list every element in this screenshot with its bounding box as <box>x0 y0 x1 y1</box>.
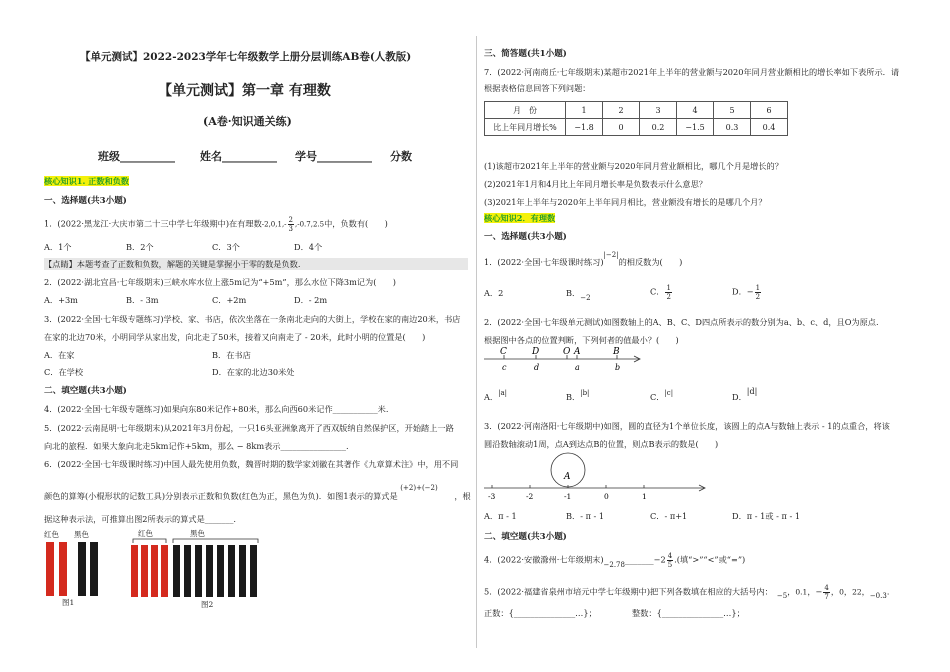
axis-value-a: a <box>575 363 580 372</box>
fig1-black-label: 黑色 <box>74 530 89 539</box>
table-row <box>485 119 788 136</box>
table-header-cell: 1 <box>566 102 603 119</box>
main-title: 【单元测试】第一章 有理数 <box>158 83 331 99</box>
right-q1-text-end: 的相反数为( ) <box>618 257 683 267</box>
fig1-black-rod-1 <box>78 542 86 596</box>
right-q5-integer[interactable]: 整数：{_______________…}； <box>632 608 745 618</box>
fig2-red-rod-4 <box>161 545 168 597</box>
q5-fraction <box>823 584 829 601</box>
left-q3-option-b[interactable]: B．在书店 <box>212 350 251 360</box>
table-header-cell: 5 <box>714 102 751 119</box>
frac-num: 2 <box>288 216 294 224</box>
left-q6-line2-text: 颜色的算筹(小棍形状的记数工具)分别表示正数和负数(红色为正，黑色为负)．如图1表示的算式是 <box>44 491 398 501</box>
left-q6-formula: (+2)+(−2) <box>400 484 438 492</box>
table-cell: 0.3 <box>714 119 751 136</box>
fig1-rods <box>44 540 104 598</box>
opt-sign: − <box>746 286 754 297</box>
frac-den: 3 <box>288 225 294 233</box>
left-fill-section: 二、填空题(共3小题) <box>44 386 127 396</box>
table-cell: 0.2 <box>640 119 677 136</box>
frac-num: 1 <box>755 284 761 292</box>
fig1-red-rod-2 <box>59 542 67 596</box>
left-q2-option-a[interactable]: A．+3m <box>44 295 78 305</box>
right-q4 <box>484 552 745 569</box>
right-choice-section: 一、选择题(共3小题) <box>484 232 567 242</box>
right-q4-right-sign: −2 <box>653 554 666 565</box>
opt-label: A． <box>484 392 499 402</box>
fig1-red-label: 红色 <box>44 530 59 539</box>
frac-den: 2 <box>755 293 761 301</box>
right-q2-line2: 根据图中各点的位置判断，下列何者的值最小？( ) <box>484 335 679 345</box>
left-q2: 2．(2022·湖北宜昌·七年级期末)三峡水库水位上涨5m记为“+5m”，那么水位下降3m记为( ) <box>44 277 396 287</box>
right-q1-option-a[interactable] <box>484 288 503 299</box>
frac-num: 4 <box>667 552 673 560</box>
tick-label: -2 <box>526 492 534 501</box>
opt-label: B． <box>566 288 581 298</box>
kp2-highlight: 核心知识2．有理数 <box>484 213 556 223</box>
left-q1-numbers: -2,0,1,- <box>261 220 287 229</box>
opt-fraction <box>755 284 761 301</box>
left-column <box>30 0 470 672</box>
left-q6-line2 <box>44 484 471 503</box>
right-q3-line2: 圆沿数轴滚动1周，点A到达点B的位置，则点B表示的数是( ) <box>484 439 719 449</box>
opt-label: D． <box>732 392 747 402</box>
right-q7-sub1: (1)该超市2021年上半年的营业额与2020年同月营业额相比，哪几个月是增长的？ <box>484 161 783 171</box>
left-q5-line2: 向北的旅程．如果大象向北走5km记作+5km，那么 − 8km表示________________. <box>44 441 349 451</box>
left-q5-line1: 5．(2022·云南昆明·七年级期末)从2021年3月份起，一只16头亚洲象离开了西双版纳自然保护区，开始踏上一路 <box>44 423 454 433</box>
tick-label: -3 <box>488 492 496 501</box>
right-q7-line2: 根据表格信息回答下列问题： <box>484 83 591 93</box>
fig2-black-rod-2 <box>184 545 191 597</box>
opt-value: |b| <box>580 389 590 397</box>
opt-value: −2 <box>580 294 591 302</box>
opt-fraction <box>665 284 671 301</box>
fig2-black-label: 黑色 <box>190 529 205 538</box>
right-q1-text: 1．(2022·全国·七年级课时练习) <box>484 257 604 267</box>
opt-label: B． <box>566 392 581 402</box>
fig1-caption: 图1 <box>62 598 75 607</box>
circle-point-A: A <box>564 472 571 482</box>
right-q1-expr: |−2| <box>603 251 619 259</box>
q5-number: 22 <box>852 587 862 597</box>
student-id-field[interactable]: 学号__________ <box>295 150 372 163</box>
right-q4-text-end: .(填“>”“<”或“=”) <box>674 554 746 565</box>
knowledge-point-2 <box>484 212 555 224</box>
right-column <box>484 0 924 672</box>
opt-value: |d| <box>746 387 758 396</box>
right-q3-option-c[interactable]: C．- π+1 <box>650 511 688 521</box>
figure-1 <box>44 529 114 609</box>
fig2-black-rod-8 <box>250 545 257 597</box>
right-q4-fraction <box>667 552 673 569</box>
table-header-cell: 月 份 <box>485 102 566 119</box>
opt-value: 2 <box>498 288 504 298</box>
right-q2-option-a[interactable] <box>484 389 507 403</box>
left-q3-line1: 3．(2022·全国·七年级专题练习)学校、家、书店，依次坐落在一条南北走向的大街上，学校在家的南边20米，书店 <box>44 314 461 324</box>
opt-value: |c| <box>664 389 674 397</box>
opt-label: C． <box>650 286 665 297</box>
right-q3-line1: 3．(2022·河南洛阳·七年级期中)如图，圆的直径为1个单位长度，该圆上的点A与数轴上表示 - 1的点重合，将该 <box>484 421 890 431</box>
right-q2-option-c[interactable] <box>650 389 674 403</box>
left-q3-option-a[interactable]: A．在家 <box>44 350 75 360</box>
opt-label: C． <box>650 392 665 402</box>
score-field[interactable]: 分数 <box>390 150 412 163</box>
left-q3-option-c[interactable]: C．在学校 <box>44 367 84 377</box>
axis-label-O: O <box>563 347 571 357</box>
right-q3-option-a[interactable]: A．π - 1 <box>484 511 517 521</box>
axis-label-C: C <box>500 347 507 357</box>
table-cell: −1.8 <box>566 119 603 136</box>
right-q2-option-d[interactable] <box>732 387 758 403</box>
table-cell: 比上年同月增长% <box>485 119 566 136</box>
fig1-red-rod-1 <box>46 542 54 596</box>
sub-title: (A卷·知识通关练) <box>203 115 292 128</box>
table-header-cell: 2 <box>603 102 640 119</box>
fig2-black-rod-6 <box>228 545 235 597</box>
fig2-rods <box>128 537 268 599</box>
q5-number: 0.1 <box>795 587 808 597</box>
opt-label: A． <box>484 288 499 298</box>
fig2-black-rod-3 <box>195 545 202 597</box>
left-q2-option-c[interactable]: C．+2m <box>212 295 247 305</box>
fig2-red-rod-2 <box>141 545 148 597</box>
right-answer-section: 三、简答题(共1小题) <box>484 49 567 59</box>
fig2-red-label: 红色 <box>138 529 153 538</box>
series-title: 【单元测试】2022-2023学年七年级数学上册分层训练AB卷(人教版) <box>80 51 412 63</box>
right-q1-option-b[interactable] <box>566 288 591 302</box>
name-field[interactable]: 姓名__________ <box>200 150 277 163</box>
left-q4: 4．(2022·全国·七年级专题练习)如果向东80米记作+80米，那么向西60米记作___________米. <box>44 404 389 414</box>
right-q1 <box>484 251 683 269</box>
left-q1-fraction <box>288 216 294 233</box>
frac-den: 7 <box>824 593 829 601</box>
table-header-row <box>485 102 788 119</box>
fig2-red-rod-1 <box>131 545 138 597</box>
left-q2-option-b[interactable]: B．- 3m <box>126 295 159 305</box>
right-q4-left-expr: −2.78 <box>603 560 625 569</box>
opt-value: |a| <box>498 389 507 397</box>
right-q5-positive[interactable]: 正数：{_______________…}； <box>484 608 597 618</box>
right-q2-option-b[interactable] <box>566 389 590 403</box>
right-q3-option-b[interactable]: B．- π - 1 <box>566 511 605 521</box>
class-field[interactable]: 班级__________ <box>98 150 175 163</box>
left-q6-line1: 6．(2022·全国·七年级课时练习)中国人最先使用负数，魏晋时期的数学家刘徽在其著作《九章算术注》中，用不同 <box>44 459 459 469</box>
right-q4-text: 4．(2022·安徽滁州·七年级期末) <box>484 554 604 565</box>
table-header-cell: 3 <box>640 102 677 119</box>
kp1-highlight: 核心知识1. 正数和负数 <box>44 176 130 186</box>
table-cell: 0.4 <box>751 119 788 136</box>
frac-den: 5 <box>667 561 673 569</box>
opt-label: D． <box>732 286 747 297</box>
table-header-cell: 6 <box>751 102 788 119</box>
number-line-abcd <box>484 344 644 374</box>
fig2-black-rod-7 <box>239 545 246 597</box>
figure-2 <box>128 524 278 610</box>
right-q2-line1: 2．(2022·全国·七年级单元测试)如图数轴上的A、B、C、D四点所表示的数分别为a、b、c、d，且O为原点. <box>484 317 879 327</box>
left-q1-option-b[interactable]: B．2个 <box>126 242 154 252</box>
axis-value-d: d <box>534 363 540 372</box>
frac-den: 2 <box>666 293 671 301</box>
growth-table <box>484 101 788 136</box>
right-q5: 5．(2022·福建省泉州市培元中学七年级期中)把下列各数填在相应的大括号内： −5，0.1，− $\frac{4}{7}$ ，0，22，−0.3． <box>484 584 896 601</box>
left-q1-option-c[interactable]: C．3个 <box>212 242 240 252</box>
fig2-black-rod-1 <box>173 545 180 597</box>
left-q1-option-a[interactable]: A．1个 <box>44 242 72 252</box>
fig2-red-rod-3 <box>151 545 158 597</box>
axis-label-A: A <box>574 347 581 357</box>
left-q6-line3: 据这种表示法，可推算出图2所表示的算式是_______. <box>44 514 237 524</box>
axis-value-b: b <box>615 363 621 372</box>
tick-label: 0 <box>604 492 609 501</box>
fig2-black-rod-4 <box>206 545 213 597</box>
right-q3-option-d[interactable]: D．π - 1或 - π - 1 <box>732 511 801 521</box>
q5-number: −5 <box>776 591 788 600</box>
right-q5-text: 5．(2022·福建省泉州市培元中学七年级期中)把下列各数填在相应的大括号内： <box>484 586 773 597</box>
left-q3-option-d[interactable]: D．在家的北边30米处 <box>212 367 295 377</box>
tick-label: -1 <box>564 492 572 501</box>
right-fill-section: 二、填空题(共3小题) <box>484 532 567 542</box>
fig2-black-rod-5 <box>217 545 224 597</box>
right-q7-line1: 7．(2022·河南商丘·七年级期末)某超市2021年上半年的营业额与2020年同月营业额相比的增长率如下表所示．请 <box>484 67 900 77</box>
left-q1-text-end: 中，负数有( ) <box>324 218 388 229</box>
left-q1-text: 1．(2022·黑龙江·大庆市第二十三中学七年级期中)在有理数 <box>44 218 262 229</box>
left-q6-line2-end: ，根 <box>454 491 471 501</box>
knowledge-point-1 <box>44 175 129 187</box>
table-cell: 0 <box>603 119 640 136</box>
left-q2-option-d[interactable]: D．- 2m <box>294 295 328 305</box>
right-q7-sub3: (3)2021年上半年与2020年上半年同月相比，营业额没有增长的是哪几个月？ <box>484 197 767 207</box>
left-q1-option-d[interactable]: D．4个 <box>294 242 323 252</box>
q5-number-sign: − <box>815 586 823 597</box>
right-q7-sub2: (2)2021年1月和4月比上年同月增长率是负数表示什么意思？ <box>484 179 707 189</box>
left-q1 <box>44 216 388 233</box>
circle-number-line <box>484 452 714 504</box>
right-q1-option-d[interactable] <box>732 284 762 301</box>
table-cell: −1.5 <box>677 119 714 136</box>
left-choice-section: 一、选择题(共3小题) <box>44 196 127 206</box>
frac-num: 1 <box>666 284 671 292</box>
q5-number: 0 <box>839 587 844 597</box>
axis-label-D: D <box>532 347 540 357</box>
axis-value-c: c <box>502 363 507 372</box>
axis-label-B: B <box>613 347 620 357</box>
left-q3-line2: 在家的北边70米，小明同学从家出发，向北走了50米，接着又向南走了 - 20米，此时小明的位置是( ) <box>44 332 426 342</box>
table-header-cell: 4 <box>677 102 714 119</box>
frac-num: 4 <box>824 584 829 592</box>
right-q4-blank[interactable]: _______ <box>624 554 654 565</box>
right-q1-option-c[interactable] <box>650 284 673 301</box>
tick-label: 1 <box>642 492 647 501</box>
tip-box: 【点睛】本题考查了正数和负数，解题的关键是掌握小于零的数是负数. <box>44 258 468 270</box>
fig2-caption: 图2 <box>201 600 214 609</box>
left-q1-numbers-2: ,-0.7,2.5 <box>295 220 325 229</box>
fig1-black-rod-2 <box>90 542 98 596</box>
column-divider <box>476 36 477 648</box>
q5-number: −0.3 <box>869 591 887 600</box>
